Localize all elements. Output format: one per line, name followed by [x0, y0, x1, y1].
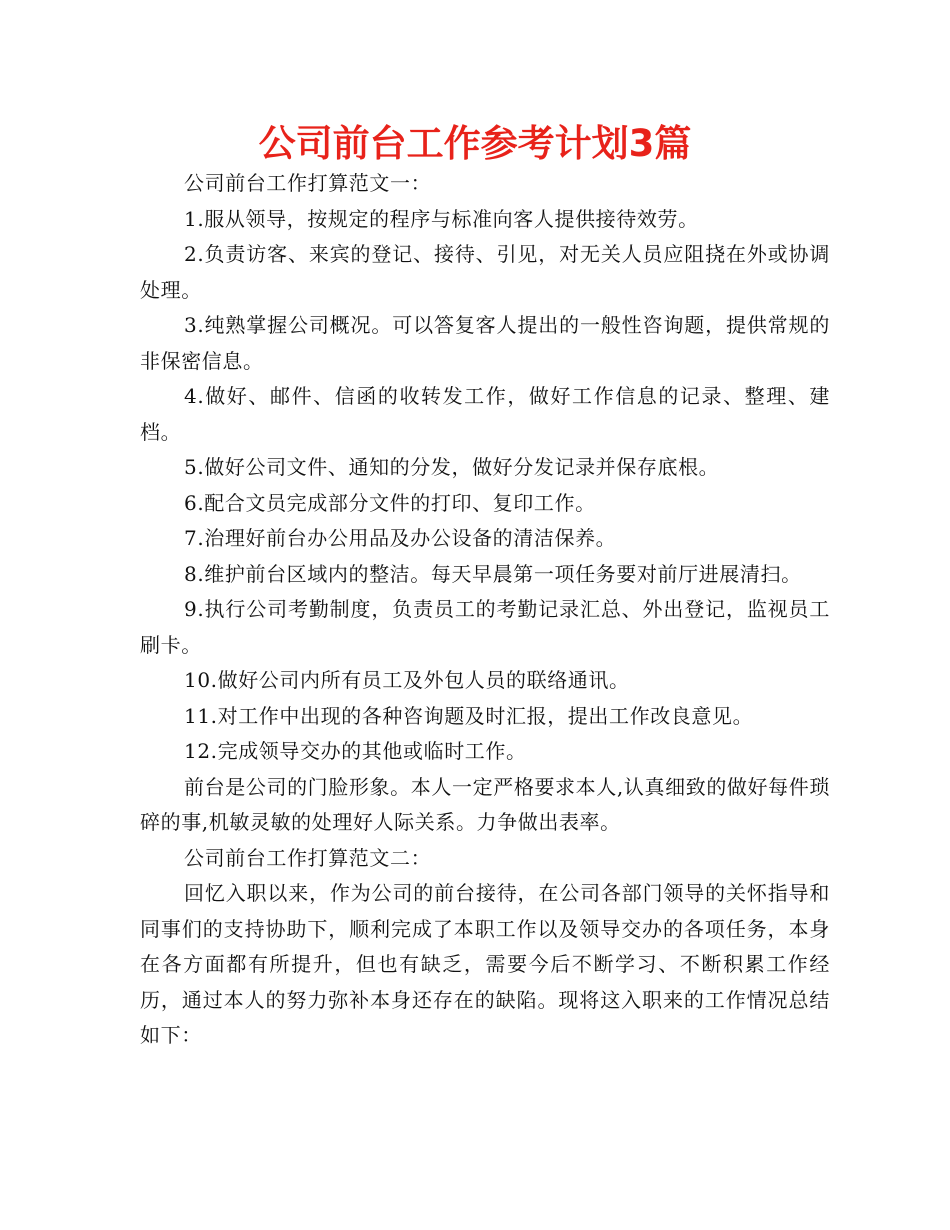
paragraph: 3.纯熟掌握公司概况。可以答复客人提出的一般性咨询题，提供常规的非保密信息。: [140, 313, 830, 373]
paragraph: 10.做好公司内所有员工及外包人员的联络通讯。: [184, 668, 630, 692]
paragraph: 12.完成领导交办的其他或临时工作。: [184, 739, 527, 763]
paragraph: 6.配合文员完成部分文件的打印、复印工作。: [184, 490, 596, 515]
paragraph: 8.维护前台区域内的整洁。每天早晨第一项任务要对前厅进展清扫。: [184, 561, 802, 586]
paragraph: 7.治理好前台办公用品及办公设备的清洁保养。: [184, 526, 617, 550]
paragraph: 5.做好公司文件、通知的分发，做好分发记录并保存底根。: [184, 455, 720, 479]
paragraph: 2.负责访客、来宾的登记、接待、引见，对无关人员应阻挠在外或协调处理。: [140, 242, 830, 302]
paragraph: 公司前台工作打算范文二：: [184, 845, 432, 870]
paragraph: 4.做好、邮件、信函的收转发工作，做好工作信息的记录、整理、建档。: [140, 384, 830, 444]
document-body: [140, 166, 830, 1054]
paragraph: 9.执行公司考勤制度，负责员工的考勤记录汇总、外出登记，监视员工刷卡。: [140, 597, 830, 657]
paragraph: 11.对工作中出现的各种咨询题及时汇报，提出工作改良意见。: [184, 703, 754, 728]
document-title: 公司前台工作参考计划3篇: [258, 122, 692, 165]
paragraph: 回忆入职以来，作为公司的前台接待，在公司各部门领导的关怀指导和同事们的支持协助下，顺利完成了本职工作以及领导交办的各项任务，本身在各方面都有所提升，但也有缺乏，需要今后不断学习、不断积累工作经历，通过本人的努力弥补本身还存在的缺陷。现将这入职来的工作情况总结如下：: [140, 881, 830, 1047]
paragraph: 1.服从领导，按规定的程序与标准向客人提供接待效劳。: [184, 206, 699, 231]
paragraph: 前台是公司的门脸形象。本人一定严格要求本人,认真细致的做好每件琐碎的事,机敏灵敏的处理好人际关系。力争做出表率。: [140, 774, 830, 834]
paragraph: 公司前台工作打算范文一：: [184, 171, 432, 195]
